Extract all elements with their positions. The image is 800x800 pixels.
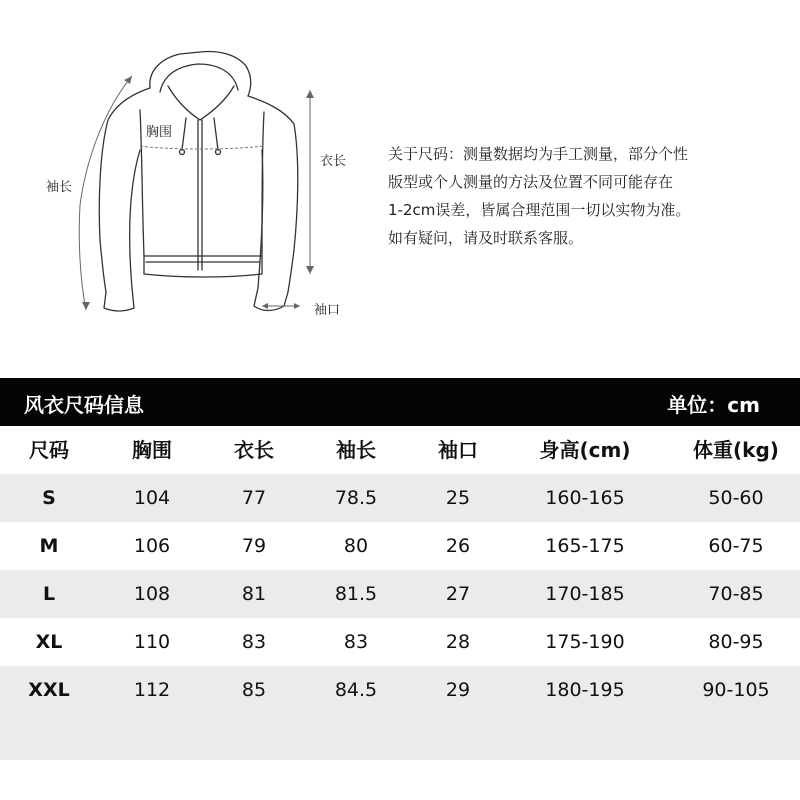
cell-weight: 70-85 <box>708 583 764 605</box>
cell-weight: 60-75 <box>708 535 764 557</box>
header-size: 尺码 <box>29 438 69 462</box>
table-row <box>0 666 800 714</box>
cell-chest: 106 <box>133 535 171 557</box>
cell-chest: 112 <box>133 679 171 701</box>
cell-height: 180-195 <box>545 679 625 701</box>
table-row <box>0 570 800 618</box>
cell-sleeve-length: 80 <box>343 535 369 557</box>
cell-chest: 108 <box>133 583 171 605</box>
body-length-label: 衣长 <box>320 154 347 169</box>
cell-size: XXL <box>28 679 70 701</box>
note-line: 如有疑问，请及时联系客服。 <box>388 229 584 247</box>
size-table-title-bar <box>0 378 800 426</box>
cell-size: M <box>39 535 59 557</box>
cell-size: S <box>42 487 56 509</box>
note-line: 版型或个人测量的方法及位置不同可能存在 <box>388 173 674 191</box>
table-row <box>0 474 800 522</box>
table-footer-band <box>0 714 800 760</box>
cell-size: XL <box>35 631 63 653</box>
unit-label: 单位：cm <box>667 393 760 417</box>
cell-height: 165-175 <box>545 535 625 557</box>
sleeve-length-label: 袖长 <box>46 180 73 195</box>
cell-body-length: 85 <box>241 679 267 701</box>
table-row <box>0 522 800 570</box>
cell-body-length: 79 <box>241 535 267 557</box>
cell-size: L <box>42 583 56 605</box>
cell-sleeve-length: 83 <box>343 631 369 653</box>
header-sleeve-length: 袖长 <box>336 438 376 462</box>
table-title: 风衣尺码信息 <box>24 393 144 417</box>
cell-cuff: 29 <box>445 679 471 701</box>
cell-body-length: 81 <box>241 583 267 605</box>
size-table <box>0 426 800 714</box>
cell-weight: 80-95 <box>708 631 764 653</box>
cell-chest: 104 <box>133 487 171 509</box>
table-header-row <box>0 426 800 474</box>
header-weight: 体重(kg) <box>693 438 779 462</box>
header-cuff: 袖口 <box>438 438 478 462</box>
header-height: 身高(cm) <box>539 438 631 462</box>
measurement-note <box>388 140 788 252</box>
chest-label: 胸围 <box>146 125 173 140</box>
cell-chest: 110 <box>133 631 171 653</box>
cell-weight: 50-60 <box>708 487 764 509</box>
header-chest: 胸围 <box>132 438 172 462</box>
cell-body-length: 83 <box>241 631 267 653</box>
cell-body-length: 77 <box>241 487 267 509</box>
cell-height: 160-165 <box>545 487 625 509</box>
cell-weight: 90-105 <box>702 679 770 701</box>
cell-height: 175-190 <box>545 631 625 653</box>
cuff-label: 袖口 <box>314 303 341 318</box>
header-body-length: 衣长 <box>234 438 274 462</box>
cell-cuff: 25 <box>445 487 471 509</box>
cell-cuff: 26 <box>445 535 471 557</box>
note-line: 1-2cm误差，皆属合理范围一切以实物为准。 <box>388 201 691 219</box>
cell-sleeve-length: 78.5 <box>334 487 378 509</box>
table-row <box>0 618 800 666</box>
cell-sleeve-length: 81.5 <box>334 583 378 605</box>
note-line: 关于尺码：测量数据均为手工测量，部分个性 <box>388 145 689 163</box>
cell-cuff: 27 <box>445 583 471 605</box>
cell-sleeve-length: 84.5 <box>334 679 378 701</box>
cell-cuff: 28 <box>445 631 471 653</box>
cell-height: 170-185 <box>545 583 625 605</box>
